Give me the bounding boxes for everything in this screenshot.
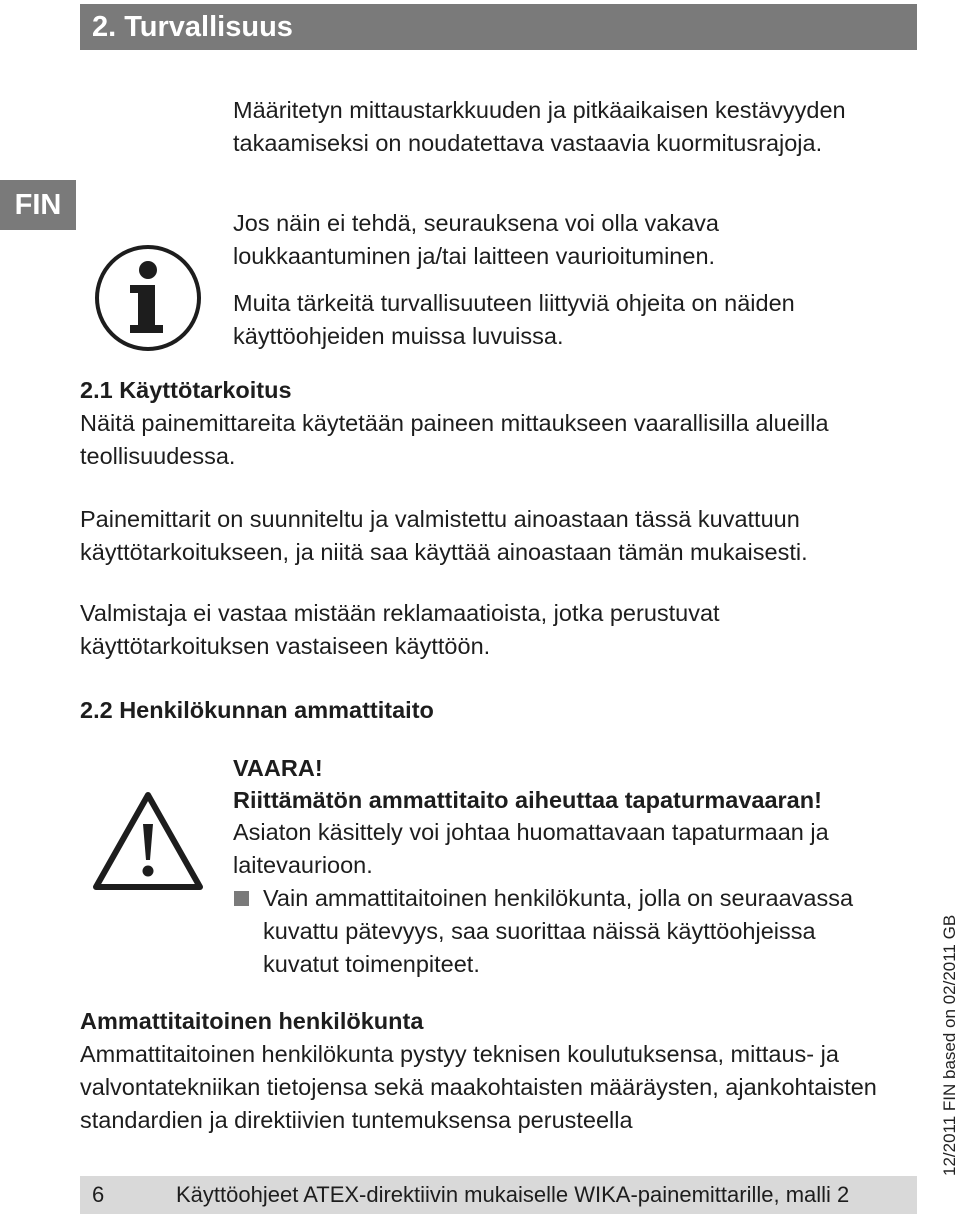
info-paragraph-1: Määritetyn mittaustarkkuuden ja pitkäaikaisen kestävyyden takaamiseksi on noudatettava vastaavia kuormitusrajoja.: [233, 97, 846, 156]
info-paragraph-3: Muita tärkeitä turvallisuuteen liittyviä ohjeita on näiden käyttöohjeiden muissa luvuissa.: [233, 290, 795, 349]
heading-2-1: 2.1 Käyttötarkoitus: [80, 377, 292, 403]
bullet-square-icon: [234, 891, 249, 906]
footer-bar: [80, 1176, 917, 1214]
qualified-text: Ammattitaitoinen henkilökunta pystyy teknisen koulutuksensa, mittaus- ja valvontatekniikan tietojensa sekä maakohtaisten määräysten, ajankohtaisten standardien ja direktiivien tuntemuksensa perusteella: [80, 1041, 877, 1133]
heading-2-2: 2.2 Henkilökunnan ammattitaito: [80, 697, 434, 723]
warning-title: VAARA!: [233, 755, 323, 781]
revision-note: 12/2011 FIN based on 02/2011 GB: [940, 914, 959, 1176]
warning-bullet-text: Vain ammattitaitoinen henkilökunta, jolla on seuraavassa kuvattu pätevyys, saa suorittaa näissä käyttöohjeissa kuvatut toimenpiteet.: [263, 885, 854, 977]
purpose-paragraph-3: Valmistaja ei vastaa mistään reklamaatioista, jotka perustuvat käyttötarkoituksen vastaiseen käyttöön.: [80, 600, 720, 659]
section-title-bar: [80, 4, 917, 50]
warning-subtitle: Riittämätön ammattitaito aiheuttaa tapaturmavaaran!: [233, 787, 822, 813]
warning-text: Asiaton käsittely voi johtaa huomattavaan tapaturmaan ja laitevaurioon.: [233, 819, 829, 878]
purpose-paragraph-2: Painemittarit on suunniteltu ja valmistettu ainoastaan tässä kuvattuun käyttötarkoitukseen, ja niitä saa käyttää ainoastaan tämän mukaisesti.: [80, 506, 808, 565]
page-number: 6: [92, 1182, 105, 1207]
info-paragraph-2: Jos näin ei tehdä, seurauksena voi olla vakava loukkaantuminen ja/tai laitteen vaurioituminen.: [233, 210, 719, 269]
language-tab: FIN: [0, 180, 76, 230]
footer-text: Käyttöohjeet ATEX-direktiivin mukaiselle WIKA-painemittarille, malli 2: [176, 1182, 850, 1207]
warning-icon: [92, 790, 204, 892]
section-title: 2. Turvallisuus: [92, 11, 293, 43]
qualified-heading: Ammattitaitoinen henkilökunta: [80, 1008, 424, 1034]
purpose-paragraph-1: Näitä painemittareita käytetään paineen mittaukseen vaarallisilla alueilla teollisuudessa.: [80, 410, 829, 469]
info-icon: [93, 243, 203, 353]
